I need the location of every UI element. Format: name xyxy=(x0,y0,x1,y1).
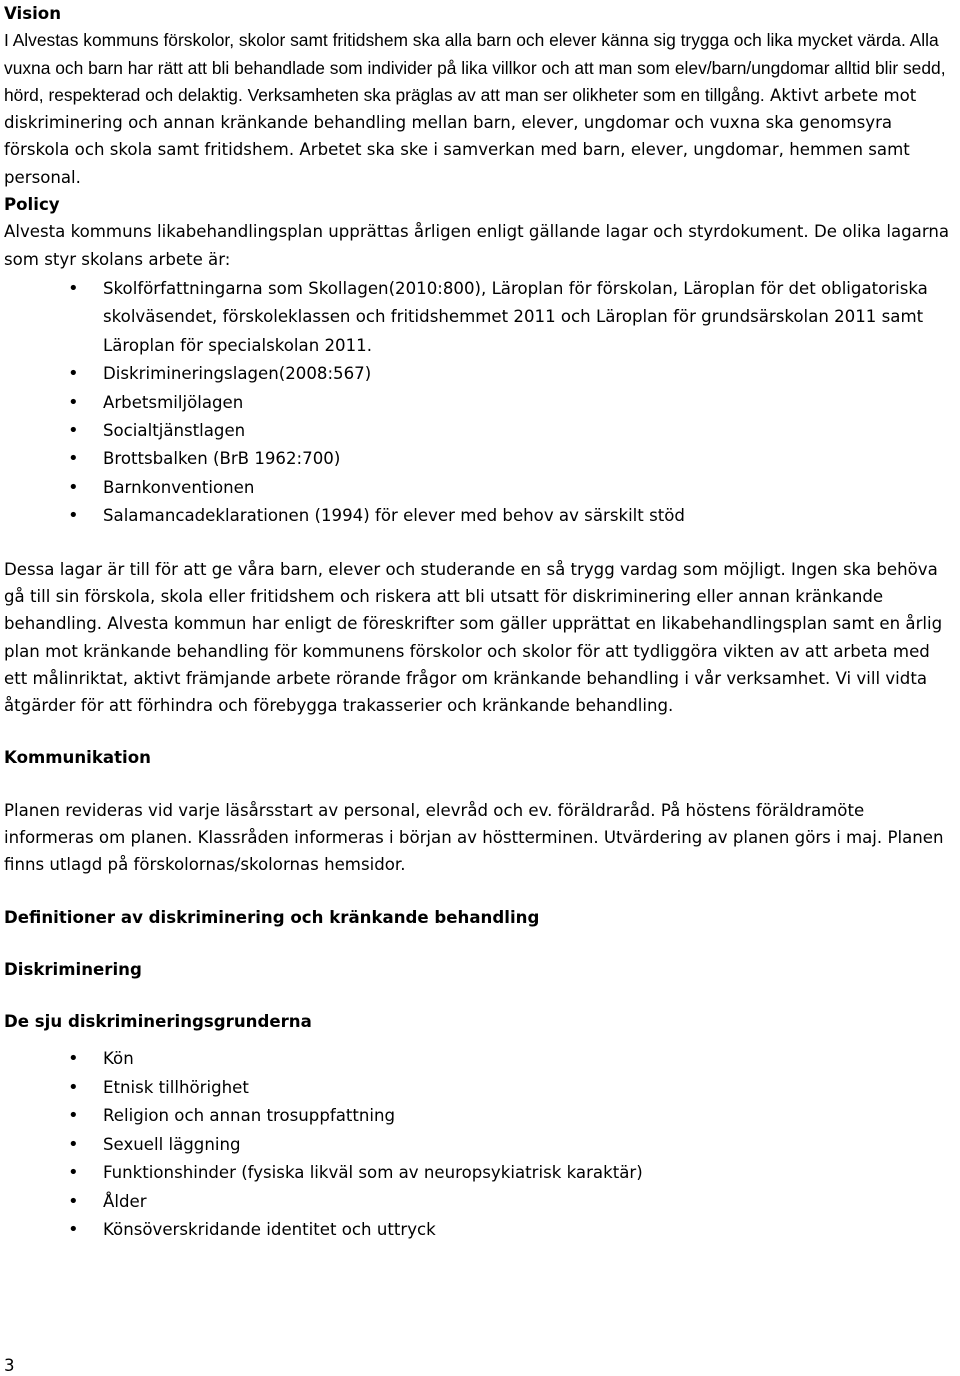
list-item: • Religion och annan trosuppfattning xyxy=(4,1102,956,1130)
page-number: 3 xyxy=(4,1356,15,1375)
list-item: • Skolförfattningarna som Skollagen(2010:800), Läroplan för förskolan, Läroplan för det obligatoriska skolväsendet, förskoleklassen och fritidshemmet 2011 och Läroplan för grundsärskolan 2011 samt Läroplan för specialskolan 2011. xyxy=(4,275,956,360)
bullet-icon: • xyxy=(68,363,79,385)
vision-paragraph xyxy=(4,27,956,191)
bullet-icon: • xyxy=(68,1048,79,1070)
bullet-icon: • xyxy=(68,1162,79,1184)
bullet-icon: • xyxy=(68,1218,79,1240)
kommunikation-text: Planen revideras vid varje läsårsstart av personal, elevråd och ev. föräldraråd. På höstens föräldramöte informeras om planen. Klassråden informeras i början av höstterminen. Utvärdering av planen görs i maj. Planen finns utlagd på förskolornas/skolornas hemsidor. xyxy=(4,800,944,875)
list-item: • Ålder xyxy=(4,1188,956,1216)
bullet-icon: • xyxy=(68,420,79,441)
vision-heading: Vision xyxy=(4,4,62,23)
list-item: • Könsöverskridande identitet och uttryck xyxy=(4,1216,956,1244)
kommunikation-heading: Kommunikation xyxy=(4,748,151,768)
list-item: • Diskrimineringslagen(2008:567) xyxy=(4,360,956,388)
vision-text-b: Aktivt arbete mot diskriminering och annan kränkande behandling mellan barn, elever, ungdomar och vuxna ska genomsyra förskola och skola samt fritidshem. Arbetet ska ske i samverkan med barn, elever, ungdomar, hemmen samt personal. xyxy=(4,85,917,187)
bullet-icon: • xyxy=(68,476,79,498)
laws-list xyxy=(4,275,956,531)
bullet-icon: • xyxy=(68,505,79,527)
list-item: • Barnkonventionen xyxy=(4,474,956,502)
list-item: • Etnisk tillhörighet xyxy=(4,1074,956,1102)
policy-heading: Policy xyxy=(4,195,60,215)
policy-intro: Alvesta kommuns likabehandlingsplan upprättas årligen enligt gällande lagar och styrdokument. De olika lagarna som styr skolans arbete är: xyxy=(4,222,950,269)
bullet-icon: • xyxy=(68,1105,79,1127)
list-item: • Sexuell läggning xyxy=(4,1131,956,1159)
grunder-heading: De sju diskrimineringsgrunderna xyxy=(4,1012,312,1032)
vision-text-a: I Alvestas kommuns förskolor, skolor samt fritidshem ska alla barn och elever känna sig trygga och lika mycket värda. Alla vuxna och barn har rätt att bli behandlade som individer på lika villkor och att man som elev/barn/ungdomar alltid blir sedd, hörd, respekterad och delaktig. Verksamheten ska präglas av att man ser olikheter som en tillgång. xyxy=(4,30,946,105)
bullet-icon: • xyxy=(68,448,79,470)
bullet-icon: • xyxy=(68,277,79,299)
list-item: • Salamancadeklarationen (1994) för elever med behov av särskilt stöd xyxy=(4,502,956,530)
bullet-icon: • xyxy=(68,391,79,413)
grunder-list xyxy=(4,1045,956,1244)
list-item: • Funktionshinder (fysiska likväl som av neuropsykiatrisk karaktär) xyxy=(4,1159,956,1187)
bullet-icon: • xyxy=(68,1190,79,1212)
bullet-icon: • xyxy=(68,1076,79,1098)
list-item: • Kön xyxy=(4,1045,956,1073)
diskriminering-heading: Diskriminering xyxy=(4,959,142,979)
list-item: • Socialtjänstlagen xyxy=(4,417,956,445)
bullet-icon: • xyxy=(68,1133,79,1155)
document-page xyxy=(4,0,956,1244)
policy-closing: Dessa lagar är till för att ge våra barn, elever och studerande en så trygg vardag som möjligt. Ingen ska behöva gå till sin förskola, skola eller fritidshem och riskera att bli utsatt för diskriminering eller annan kränkande behandling. Alvesta kommun har enligt de föreskrifter som gäller upprättat en likabehandlingsplan samt en årlig plan mot kränkande behandling för kommunens förskolor och skolor för att tydliggöra vikten av att arbeta med ett målinriktat, aktivt främjande arbete rörande frågor om kränkande behandling i vår verksamhet. Vi vill vidta åtgärder för att förhindra och förebygga trakasserier och kränkande behandling. xyxy=(4,559,943,716)
list-item: • Arbetsmiljölagen xyxy=(4,389,956,417)
list-item: • Brottsbalken (BrB 1962:700) xyxy=(4,445,956,473)
definitioner-heading: Definitioner av diskriminering och kränkande behandling xyxy=(4,907,540,927)
